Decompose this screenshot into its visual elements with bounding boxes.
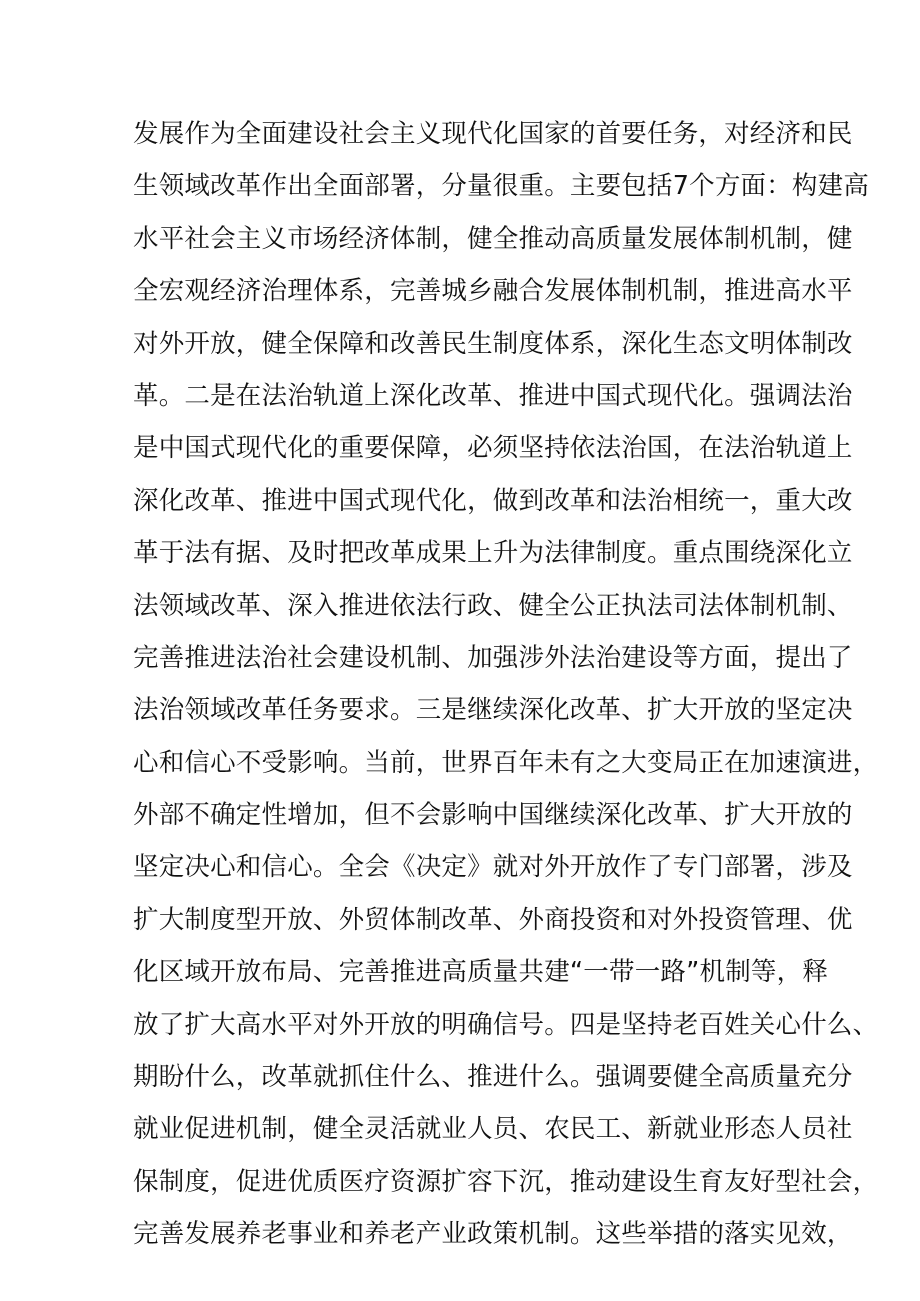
text-line: 革。二是在法治轨道上深化改革、推进中国式现代化。强调法治 [133, 380, 853, 411]
text-line: 是中国式现代化的重要保障，必须坚持依法治国，在法治轨道上 [133, 433, 853, 464]
text-line: 外部不确定性增加，但不会影响中国继续深化改革、扩大开放的 [133, 800, 853, 831]
text-line: 完善推进法治社会建设机制、加强涉外法治建设等方面，提出了 [133, 642, 853, 673]
text-line: 化区域开放布局、完善推进高质量共建“一带一路”机制等，释 [133, 957, 829, 988]
text-line: 保制度，促进优质医疗资源扩容下沉，推动建设生育友好型社会， [133, 1166, 879, 1197]
body-paragraph [133, 108, 879, 1261]
text-line: 扩大制度型开放、外贸体制改革、外商投资和对外投资管理、优 [133, 904, 853, 935]
text-line: 深化改革、推进中国式现代化，做到改革和法治相统一，重大改 [133, 485, 853, 516]
text-line: 对外开放，健全保障和改善民生制度体系，深化生态文明体制改 [133, 328, 853, 359]
text-line: 法领域改革、深入推进依法行政、健全公正执法司法体制机制、 [133, 590, 853, 621]
text-line: 水平社会主义市场经济体制，健全推动高质量发展体制机制，健 [133, 223, 853, 254]
text-line: 完善发展养老事业和养老产业政策机制。这些举措的落实见效， [133, 1219, 853, 1250]
text-line: 心和信心不受影响。当前，世界百年未有之大变局正在加速演进， [133, 747, 879, 778]
text-line: 全宏观经济治理体系，完善城乡融合发展体制机制，推进高水平 [133, 276, 853, 307]
text-line: 发展作为全面建设社会主义现代化国家的首要任务，对经济和民 [133, 119, 853, 149]
text-line: 法治领域改革任务要求。三是继续深化改革、扩大开放的坚定决 [133, 695, 853, 726]
text-line: 期盼什么，改革就抓住什么、推进什么。强调要健全高质量充分 [133, 1062, 853, 1093]
text-line: 生领域改革作出全面部署，分量很重。主要包括7个方面：构建高 [133, 171, 870, 202]
text-line: 坚定决心和信心。全会《决定》就对外开放作了专门部署，涉及 [133, 852, 853, 883]
text-line: 革于法有据、及时把改革成果上升为法律制度。重点围绕深化立 [133, 538, 853, 569]
text-line: 就业促进机制，健全灵活就业人员、农民工、新就业形态人员社 [133, 1114, 853, 1145]
text-line: 放了扩大高水平对外开放的明确信号。四是坚持老百姓关心什么、 [133, 1009, 879, 1040]
